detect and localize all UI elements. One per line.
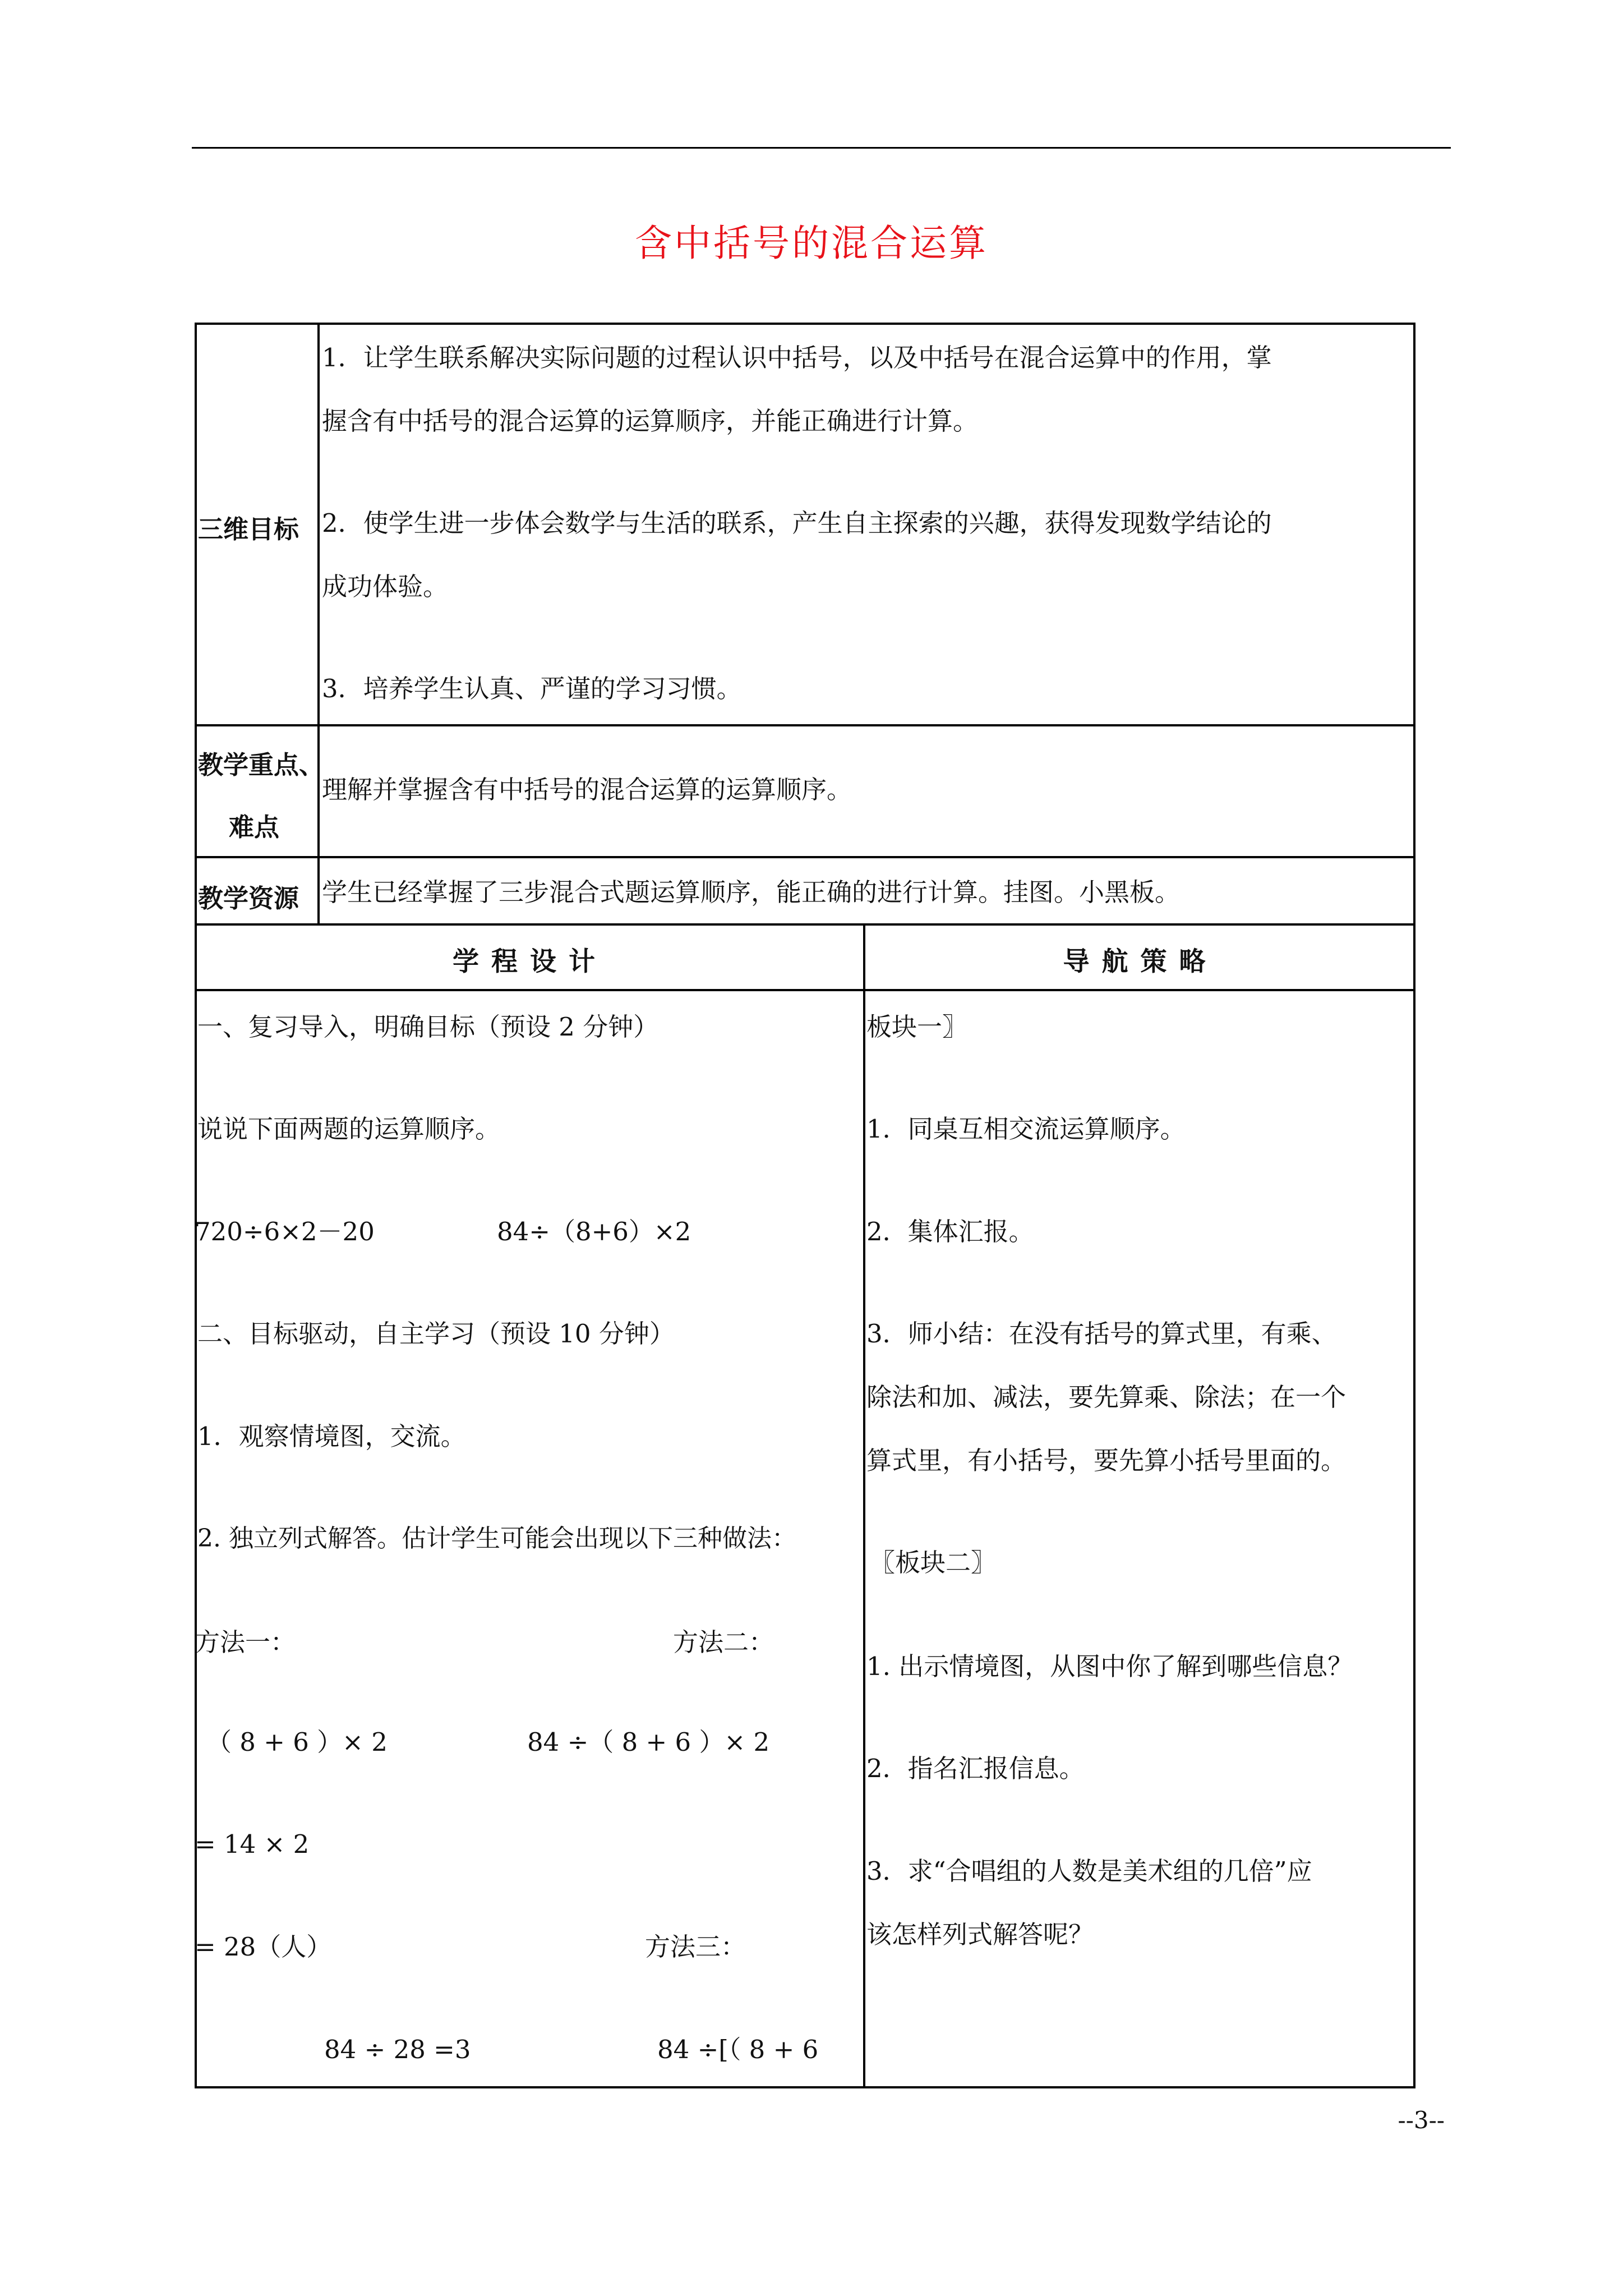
design-column-divider (863, 923, 865, 2088)
design-left-header: 学程设计 (453, 946, 607, 977)
row-divider-keypoints (195, 856, 1415, 858)
expression-b: 84÷（8+6）×2 (497, 1217, 691, 1246)
method-1-line-3: = 28（人） (195, 1932, 332, 1962)
step-2: 2. 独立列式解答。估计学生可能会出现以下三种做法： (197, 1524, 796, 1553)
strategy-6-line-1: 3．求“合唱组的人数是美术组的几倍”应 (866, 1856, 1312, 1886)
resources-text: 学生已经掌握了三步混合式题运算顺序，能正确的进行计算。挂图。小黑板。 (322, 877, 1181, 907)
strategy-3-line-1: 3．师小结：在没有括号的算式里，有乘、 (866, 1319, 1337, 1349)
row-divider-resources (195, 923, 1415, 926)
section-1-title: 一、复习导入，明确目标（预设 2 分钟） (197, 1012, 659, 1042)
label-column-divider (317, 323, 320, 924)
page-title: 含中括号的混合运算 (635, 222, 988, 265)
method-2-label: 方法二： (673, 1627, 774, 1657)
section-1-prompt: 说说下面两题的运算顺序。 (197, 1114, 501, 1144)
goal-1-line-2: 握含有中括号的混合运算的运算顺序，并能正确进行计算。 (322, 406, 979, 436)
method-3-line-1: 84 ÷[（ 8 + 6 (657, 2035, 819, 2064)
strategy-6-line-2: 该怎样列式解答呢？ (866, 1920, 1094, 1949)
method-1-line-1: （ 8 + 6 ）× 2 (206, 1727, 388, 1757)
block-2-heading: 〖板块二〗 (870, 1548, 997, 1577)
goal-1-line-1: 1．让学生联系解决实际问题的过程认识中括号，以及中括号在混合运算中的作用，掌 (322, 343, 1272, 372)
block-1-heading: 板块一〗 (866, 1012, 968, 1042)
method-3-label: 方法三： (645, 1932, 746, 1962)
header-rule (192, 147, 1451, 149)
key-points-label-line-1: 教学重点、 (198, 750, 325, 780)
method-2-line-1: 84 ÷（ 8 + 6 ）× 2 (527, 1727, 770, 1757)
strategy-3-line-3: 算式里，有小括号，要先算小括号里面的。 (866, 1446, 1347, 1475)
goals-label: 三维目标 (198, 514, 299, 544)
resources-label: 教学资源 (198, 884, 299, 913)
strategy-5: 2．指名汇报信息。 (866, 1754, 1085, 1783)
step-1: 1．观察情境图，交流。 (197, 1421, 466, 1451)
method-1-line-2: = 14 × 2 (195, 1829, 310, 1859)
strategy-3-line-2: 除法和加、减法，要先算乘、除法；在一个 (866, 1382, 1347, 1412)
key-points-label-line-2: 难点 (229, 812, 280, 842)
strategy-1: 1．同桌互相交流运算顺序。 (866, 1114, 1186, 1144)
row-divider-goals (195, 724, 1415, 726)
expression-a: 720÷6×2－20 (195, 1217, 375, 1246)
section-2-title: 二、目标驱动，自主学习（预设 10 分钟） (197, 1319, 675, 1349)
strategy-2: 2．集体汇报。 (866, 1217, 1034, 1246)
goal-3: 3．培养学生认真、严谨的学习习惯。 (322, 674, 742, 703)
method-1-line-4: 84 ÷ 28 =3 (324, 2035, 471, 2064)
strategy-4: 1. 出示情境图，从图中你了解到哪些信息？ (866, 1651, 1353, 1681)
method-1-label: 方法一： (195, 1627, 296, 1657)
goal-2-line-1: 2．使学生进一步体会数学与生活的联系，产生自主探索的兴趣，获得发现数学结论的 (322, 508, 1272, 538)
key-points-text: 理解并掌握含有中括号的混合运算的运算顺序。 (322, 775, 852, 804)
page-number: --3-- (1398, 2106, 1445, 2134)
design-right-header: 导航策略 (1063, 946, 1218, 977)
row-divider-design-header (195, 989, 1415, 991)
goal-2-line-2: 成功体验。 (322, 572, 449, 601)
